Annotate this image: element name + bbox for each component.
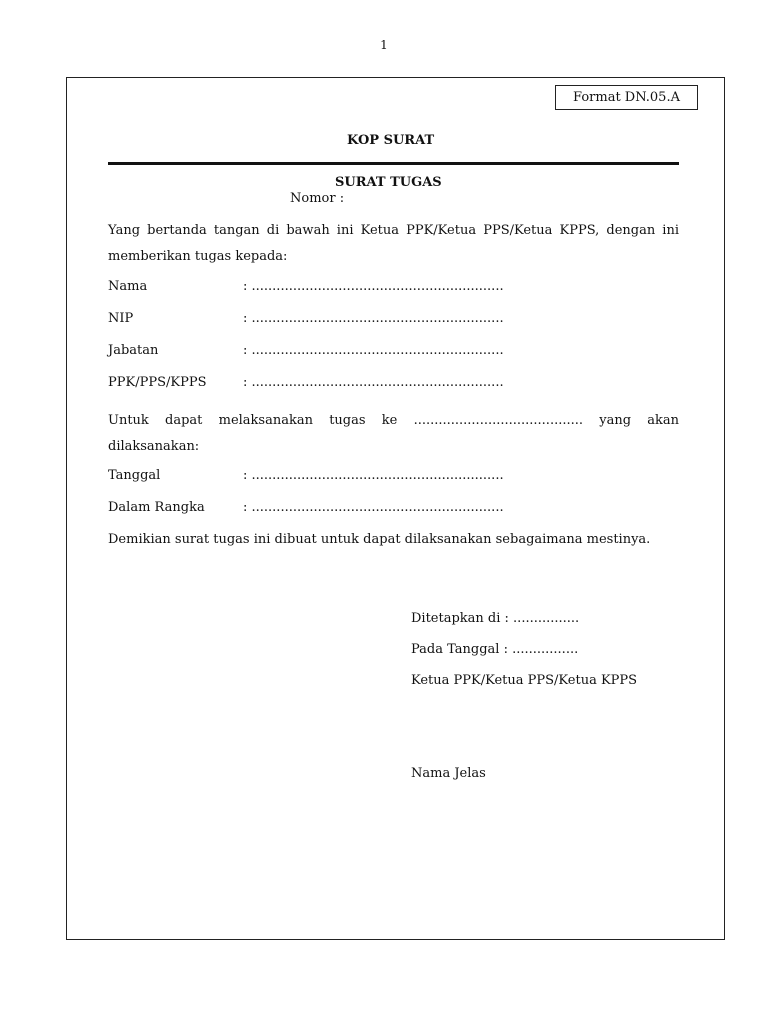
field-label-nip: NIP (108, 311, 134, 326)
field-label-ppk-pps-kpps: PPK/PPS/KPPS (108, 375, 207, 390)
format-code-box: Format DN.05.A (555, 85, 698, 110)
field-value-dalam-rangka: : ............................................................. (243, 500, 504, 515)
intro-paragraph: Yang bertanda tangan di bawah ini Ketua PPK/Ketua PPS/Ketua KPPS, dengan ini memberikan tugas kepada: (108, 223, 679, 264)
field-value-ppk-pps-kpps: : ............................................................. (243, 375, 504, 390)
field-label-dalam-rangka: Dalam Rangka (108, 500, 205, 515)
letter-title: SURAT TUGAS (335, 175, 442, 190)
closing-paragraph: Demikian surat tugas ini dibuat untuk dapat dilaksanakan sebagaimana mestinya. (108, 532, 651, 547)
field-value-tanggal: : ............................................................. (243, 468, 504, 483)
task-paragraph: Untuk dapat melaksanakan tugas ke ......................................... yang akan dilaksanakan: (108, 413, 679, 454)
letterhead-divider (108, 162, 679, 165)
signature-name: Nama Jelas (411, 766, 486, 781)
page-number: 1 (380, 38, 388, 52)
field-label-tanggal: Tanggal (108, 468, 161, 483)
signature-position: Ketua PPK/Ketua PPS/Ketua KPPS (411, 673, 638, 688)
field-value-nama: : ............................................................. (243, 279, 504, 294)
letterhead-title: KOP SURAT (347, 133, 435, 148)
field-label-jabatan: Jabatan (108, 343, 159, 358)
field-label-nama: Nama (108, 279, 148, 294)
field-value-nip: : ............................................................. (243, 311, 504, 326)
letter-number-label: Nomor : (290, 191, 345, 206)
signature-date: Pada Tanggal : ................ (411, 642, 579, 657)
signature-place: Ditetapkan di : ................ (411, 611, 580, 626)
field-value-jabatan: : ............................................................. (243, 343, 504, 358)
